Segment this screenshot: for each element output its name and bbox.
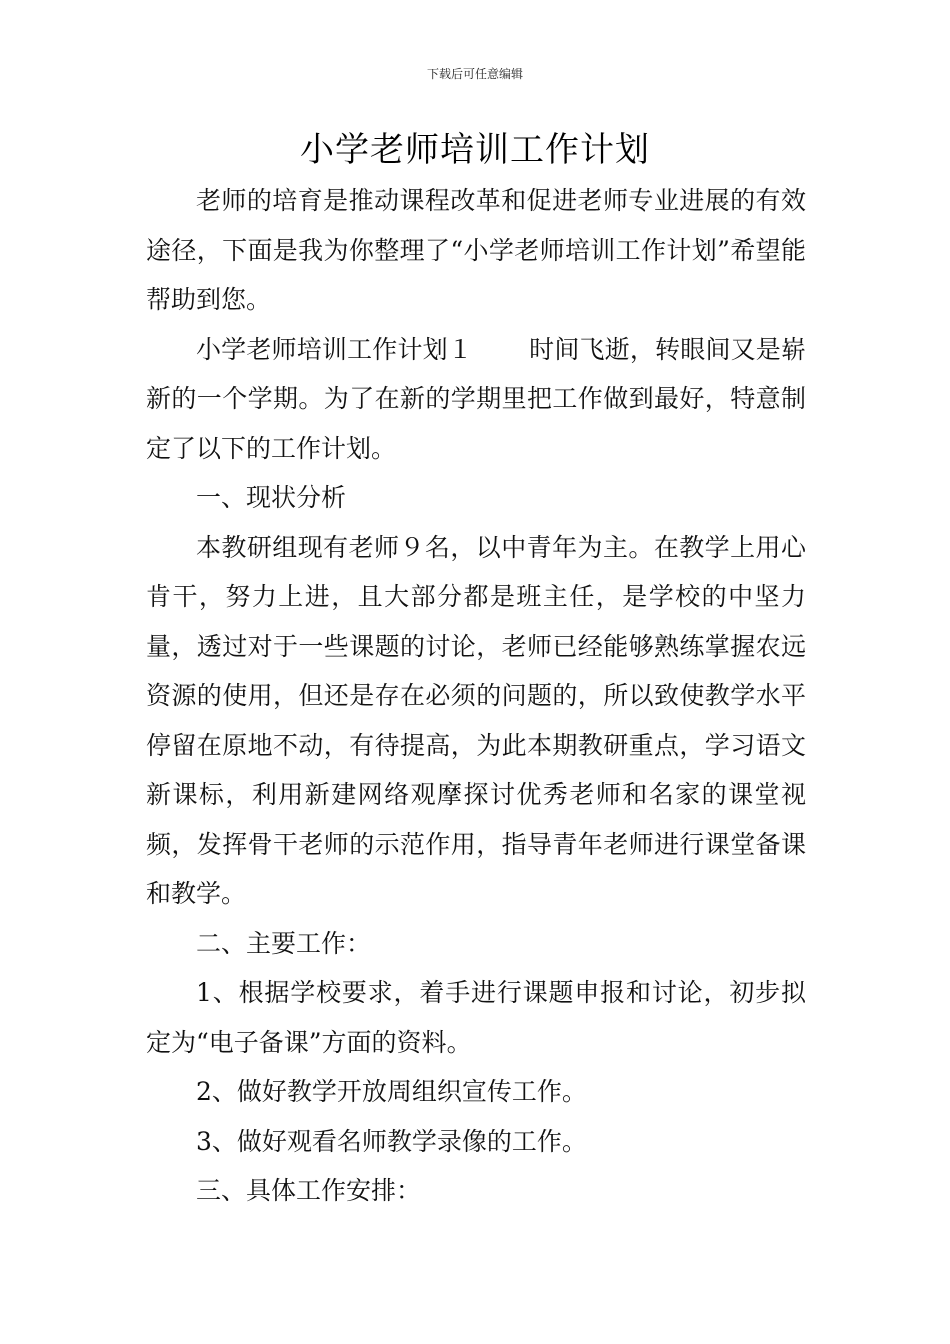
plan-heading: 小学老师培训工作计划１ [196, 334, 473, 364]
section-heading-main-work: 二、主要工作： [196, 928, 372, 958]
intro-paragraph: 老师的培育是推动课程改革和促进老师专业进展的有效途径，下面是我为你整理了“小学老师培训工作计划”希望能帮助到您。 [146, 186, 806, 314]
document-title: 小学老师培训工作计划 [300, 130, 650, 170]
plan-paragraph [146, 325, 806, 474]
section-heading-status: 一、现状分析 [196, 483, 347, 512]
header-note: 下载后可任意编辑 [426, 67, 523, 81]
plan-text: 时间飞逝，转眼间又是崭新的一个学期。为了在新的学期里把工作做到最好，特意制定了以下的工作计划。 [146, 334, 806, 463]
work-item-2: 2、做好教学开放周组织宣传工作。 [196, 1077, 587, 1106]
status-paragraph: 本教研组现有老师９名，以中青年为主。在教学上用心肯干，努力上进，且大部分都是班主任，是学校的中坚力量，透过对于一些课题的讨论，老师已经能够熟练掌握农远资源的使用，但还是存在必须的问题的，所以致使教学水平停留在原地不动，有待提高，为此本期教研重点，学习语文新课标，利用新建网络观摩探讨优秀老师和名家的课堂视频，发挥骨干老师的示范作用，指导青年老师进行课堂备课和教学。 [146, 532, 806, 908]
section-heading-arrangement: 三、具体工作安排： [196, 1176, 422, 1205]
document-body [146, 176, 806, 1216]
work-item-1: 1、根据学校要求，着手进行课题申报和讨论，初步拟定为“电子备课”方面的资料。 [146, 978, 806, 1057]
work-item-3: 3、做好观看名师教学录像的工作。 [196, 1126, 587, 1156]
